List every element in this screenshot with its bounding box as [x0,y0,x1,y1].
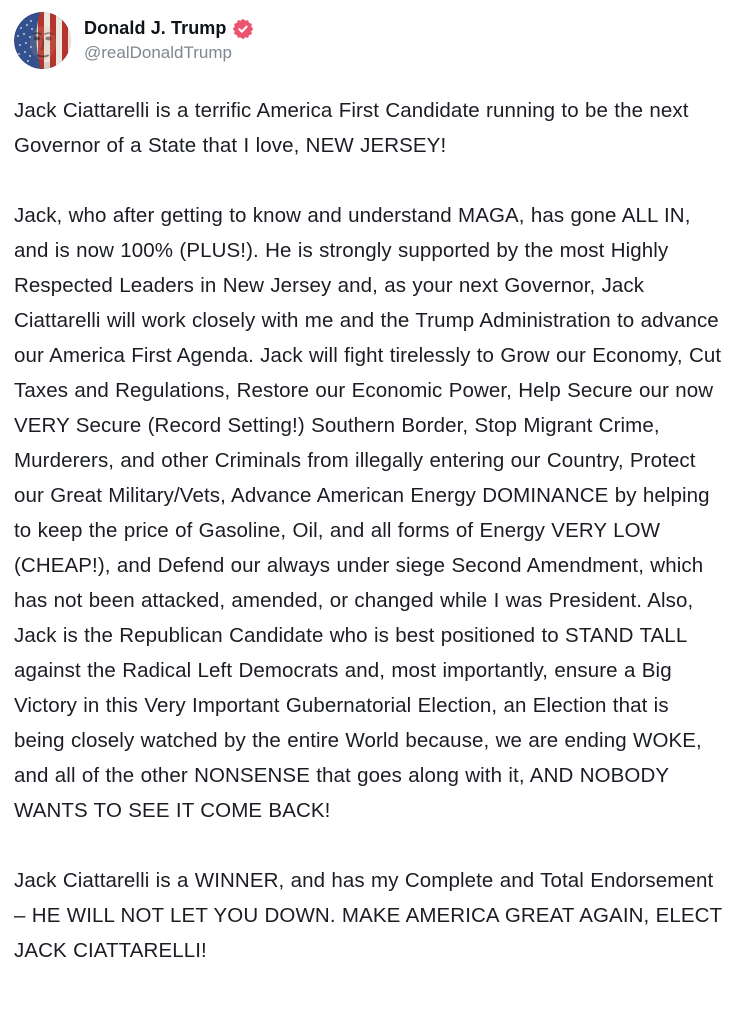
author-handle[interactable]: @realDonaldTrump [84,43,232,62]
post-paragraph-2: Jack, who after getting to know and understand MAGA, has gone ALL IN, and is now 100% (PLUS!). He is strongly supported by the most Highly Respected Leaders in New Jersey and, as your next Governor, Jack Ciattarelli will work closely with me and the Trump Administration to advance our America First Agenda. Jack will fight tirelessly to Grow our Economy, Cut Taxes and Regulations, Restore our Economic Power, Help Secure our now VERY Secure (Record Setting!) Southern Border, Stop Migrant Crime, Murderers, and other Criminals from illegally entering our Country, Protect our Great Military/Vets, Advance American Energy DOMINANCE by helping to keep the price of Gasoline, Oil, and all forms of Energy VERY LOW (CHEAP!), and Defend our always under siege Second Amendment, which has not been attacked, amended, or changed while I was President. Also, Jack is the Republican Candidate who is best positioned to STAND TALL against the Radical Left Democrats and, most importantly, ensure a Big Victory in this Very Important Gubernatorial Election, an Election that is being closely watched by the entire World because, we are ending WOKE, and all of the other NONSENSE that goes along with it, AND NOBODY WANTS TO SEE IT COME BACK! [14,204,722,822]
verified-badge-icon [233,19,253,39]
flag-painted-face-avatar-icon [14,12,71,69]
post-paragraph-1: Jack Ciattarelli is a terrific America First Candidate running to be the next Governor of a State that I love, NEW JERSEY! [14,99,689,157]
post-body [14,93,725,968]
post-paragraph-3: Jack Ciattarelli is a WINNER, and has my Complete and Total Endorsement – HE WILL NOT LET YOU DOWN. MAKE AMERICA GREAT AGAIN, ELECT JACK CIATTARELLI! [14,869,722,962]
avatar[interactable] [14,12,71,69]
post-header [14,12,725,69]
author-display-name[interactable]: Donald J. Trump [84,18,227,38]
author-name-row [84,18,253,39]
author-info [84,18,253,63]
